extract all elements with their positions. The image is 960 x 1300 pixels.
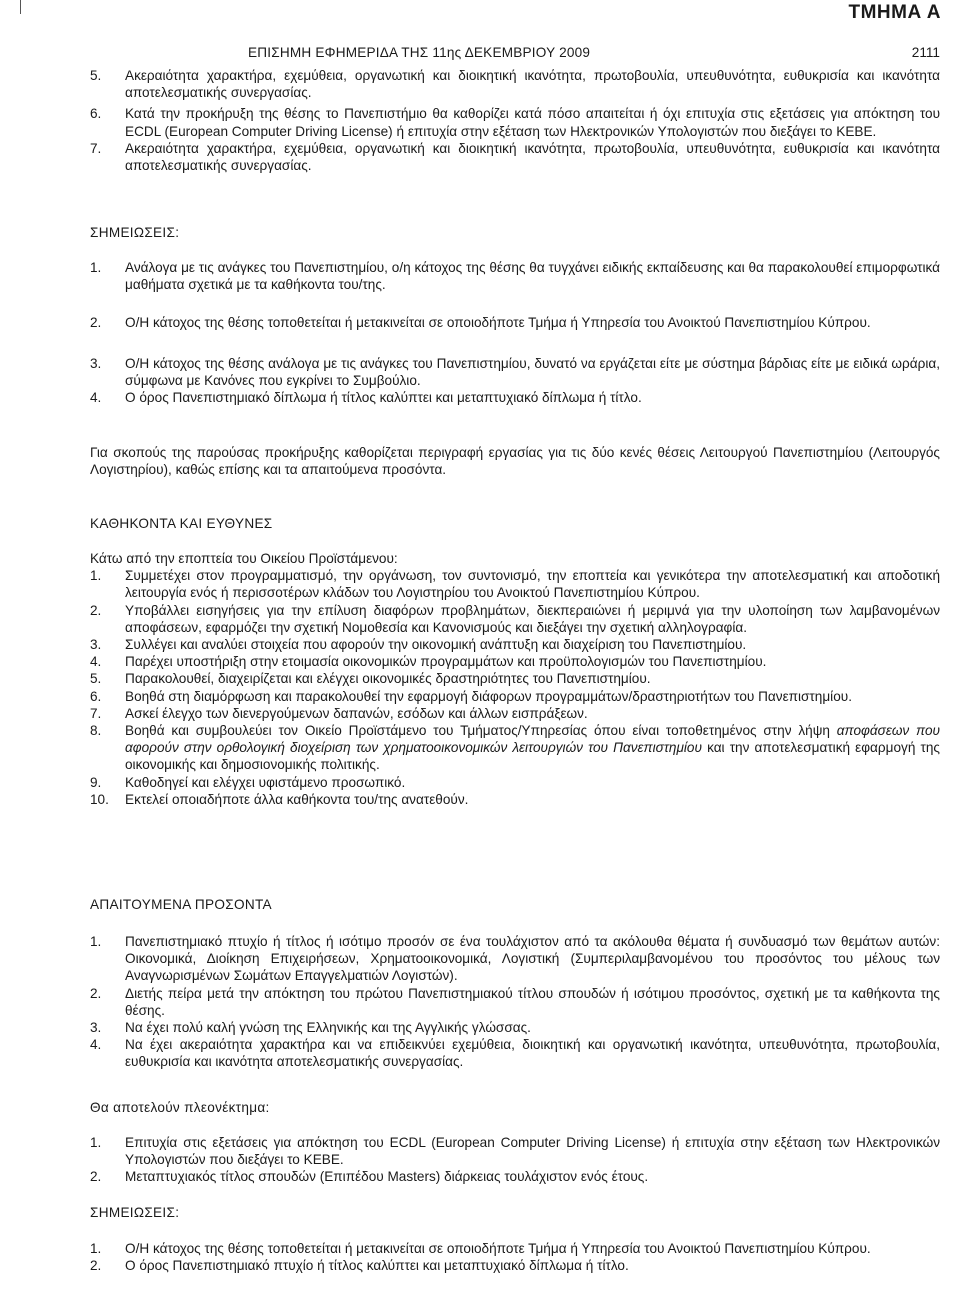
item-text: Καθοδηγεί και ελέγχει υφιστάμενο προσωπικό. <box>125 774 406 790</box>
list-item <box>90 774 940 791</box>
duties-lead: Κάτω από την εποπτεία του Οικείου Προϊστάμενου: <box>90 551 398 566</box>
item-text-part: και την αποτελεσματική εφαρμογή της οικονομικής και δημοσιονομικής πολιτικής. <box>125 740 940 773</box>
list-item <box>90 105 940 139</box>
duties-section <box>90 515 940 532</box>
section-heading: Θα αποτελούν πλεονέκτημα: <box>90 1100 270 1115</box>
item-text-part: Βοηθά και συμβουλεύει τον Οικείο Προϊστάμενο του Τμήματος/Υπηρεσίας όπου είναι τοποθετημένος στην λήψη <box>125 723 837 739</box>
item-number: 2. <box>90 1169 102 1185</box>
item-number: 2. <box>90 1258 102 1274</box>
item-text: Μεταπτυχιακός τίτλος σπουδών (Επιπέδου Masters) διάρκειας τουλάχιστον ενός έτους. <box>125 1169 649 1185</box>
item-number: 2. <box>90 315 102 331</box>
list-item <box>90 688 940 705</box>
item-number: 3. <box>90 1020 102 1036</box>
item-text: Ο όρος Πανεπιστημιακό δίπλωμα ή τίτλος καλύπτει και μεταπτυχιακό δίπλωμα ή τίτλο. <box>125 390 642 406</box>
item-text: Συμμετέχει στον προγραμματισμό, την οργάνωση, τον συντονισμό, την εποπτεία και γενικότερα την αποτελεσματική και αποδοτική λειτουργία ενός ή περισσοτέρων κλάδων του Λογιστηρίου του Ανοικτού Πανεπιστημίου Κύπρου. <box>125 568 940 601</box>
requirements-list <box>90 933 940 1071</box>
item-number: 7. <box>90 705 102 721</box>
item-number: 7. <box>90 140 102 156</box>
notes-section-2 <box>90 1204 940 1221</box>
list-item <box>90 1240 940 1257</box>
item-number: 8. <box>90 723 102 739</box>
intro-paragraph: Για σκοπούς της παρούσας προκήρυξης καθορίζεται περιγραφή εργασίας για τις δύο κενές θέσεις Λειτουργού Πανεπιστημίου (Λειτουργός Λογιστηρίου), καθώς επίσης και τα απαιτούμενα προσόντα. <box>90 445 940 478</box>
section-heading: ΚΑΘΗΚΟΝΤΑ ΚΑΙ ΕΥΘΥΝΕΣ <box>90 516 273 531</box>
item-number: 1. <box>90 568 102 584</box>
list-item <box>90 1168 940 1185</box>
item-number: 1. <box>90 1241 102 1256</box>
section-heading: ΑΠΑΙΤΟΥΜΕΝΑ ΠΡΟΣΟΝΤΑ <box>90 897 272 912</box>
item-number: 6. <box>90 106 102 122</box>
list-item <box>90 355 940 389</box>
item-number: 10. <box>90 791 109 807</box>
item-number: 3. <box>90 637 102 653</box>
item-text: Να έχει πολύ καλή γνώση της Ελληνικής και της Αγγλικής γλώσσας. <box>125 1020 531 1036</box>
list-item <box>90 1036 940 1070</box>
item-text: Ασκεί έλεγχο των διενεργούμενων δαπανών, εσόδων και άλλων εισπράξεων. <box>125 705 588 721</box>
advantages-section <box>90 1099 940 1116</box>
item-number: 4. <box>90 390 102 406</box>
item-text: Συλλέγει και αναλύει στοιχεία που αφορούν την οικονομική ανάπτυξη και διαχείριση του Πανεπιστημίου. <box>125 637 747 653</box>
item-number: 5. <box>90 68 102 83</box>
item-text: Επιτυχία στις εξετάσεις για απόκτηση του ECDL (European Computer Driving License) ή επιτυχία στην εξέταση των Ηλεκτρονικών Υπολογιστών που διεξάγει το ΚΕΒΕ. <box>125 1135 940 1168</box>
item-text-italic: αποφάσεων που αφορούν στην ορθολογική διοχείριση των χρηματοοικονομικών λειτουργιών του Πανεπιστημίου <box>125 723 940 756</box>
list-item <box>90 314 940 331</box>
item-text: Διετής πείρα μετά την απόκτηση του πρώτου Πανεπιστημιακού τίτλου σπουδών ή ισότιμου προσόντος, σχετική με τα καθήκοντα της θέσης. <box>125 985 940 1018</box>
list-item <box>90 567 940 601</box>
list-item <box>90 933 940 985</box>
list-item <box>90 705 940 722</box>
item-text: Ο όρος Πανεπιστημιακό πτυχίο ή τίτλος καλύπτει και μεταπτυχιακό δίπλωμα ή τίτλο. <box>125 1258 629 1274</box>
item-text: Εκτελεί οποιαδήποτε άλλα καθήκοντα του/της ανατεθούν. <box>125 791 469 807</box>
item-text: Να έχει ακεραιότητα χαρακτήρα και να επιδεικνύει εχεμύθεια, διοικητική και οργανωτική ικανότητα, υπευθυνότητα, πρωτοβουλία, ευθυκρισία και ικανότητα αποτελεσματικής συνεργασίας. <box>125 1037 940 1070</box>
item-text: Ο/Η κάτοχος της θέσης ανάλογα με τις ανάγκες του Πανεπιστημίου, δυνατό να εργάζεται είτε με σύστημα βάρδιας είτε με ειδικά ωράρια, σύμφωνα με Κανόνες που εγκρίνει το Συμβούλιο. <box>125 355 940 388</box>
list-item <box>90 670 940 687</box>
gazette-title: ΕΠΙΣΗΜΗ ΕΦΗΜΕΡΙΔΑ ΤΗΣ 11ης ΔΕΚΕΜΒΡΙΟΥ 2009 <box>248 45 591 60</box>
notes-heading: ΣΗΜΕΙΩΣΕΙΣ: <box>90 1205 180 1220</box>
item-number: 1. <box>90 1135 102 1150</box>
item-text: Ο/Η κάτοχος της θέσης τοποθετείται ή μετακινείται σε οποιοδήποτε Τμήμα ή Υπηρεσία του Ανοικτού Πανεπιστημίου Κύπρου. <box>125 1241 871 1256</box>
notes-list-1 <box>90 259 940 406</box>
item-text: Ανάλογα με τις ανάγκες του Πανεπιστημίου, ο/η κάτοχος της θέσης θα τυγχάνει ειδικής εκπαίδευσης και θα παρακολουθεί επιμορφωτικά μαθήματα σχετικά με τα καθήκοντα του/της. <box>125 260 940 293</box>
item-number: 2. <box>90 602 102 618</box>
list-item <box>90 653 940 670</box>
list-item <box>90 636 940 653</box>
list-item <box>90 602 940 636</box>
notes-list-2 <box>90 1240 940 1274</box>
item-number: 5. <box>90 671 102 687</box>
list-item <box>90 389 940 406</box>
list-item <box>90 1019 940 1036</box>
item-number: 4. <box>90 1037 102 1053</box>
list-item <box>90 1257 940 1274</box>
duties-list <box>90 550 940 808</box>
item-number: 3. <box>90 355 102 371</box>
page-number: 2111 <box>911 45 940 60</box>
section-tag: ΤΜΗΜΑ Α <box>848 2 941 23</box>
item-text: Πανεπιστημιακό πτυχίο ή τίτλος ή ισότιμο προσόν σε ένα τουλάχιστον από τα ακόλουθα θέματα ή συνδυασμό των θεμάτων αυτών: Οικονομικά, Διοίκηση Επιχειρήσεων, Χρηματοοικονομικά, Λογιστική (Συμπεριλαμβανομένου του προσόντος του μέλους των Αναγνωρισμένων Σωμάτων Επαγγελματιών Λογιστών). <box>125 934 940 984</box>
item-number: 1. <box>90 260 102 275</box>
notes-section-1 <box>90 224 940 241</box>
item-text: Υποβάλλει εισηγήσεις για την επίλυση διαφόρων προβλημάτων, διεκπεραιώνει ή μεριμνά για την υλοποίηση των λαμβανομένων αποφάσεων, εφαρμόζει την σχετική Νομοθεσία και Κανονισμούς και διεξάγει την σχετική αλληλογραφία. <box>125 602 940 635</box>
item-text: Ακεραιότητα χαρακτήρα, εχεμύθεια, οργανωτική και διοικητική ικανότητα, πρωτοβουλία, υπευθυνότητα, ευθυκρισία και ικανότητα αποτελεσματικής συνεργασίας. <box>125 140 940 174</box>
list-item <box>90 1134 940 1168</box>
list-item <box>90 791 940 808</box>
item-number: 9. <box>90 774 102 790</box>
item-number: 2. <box>90 985 102 1001</box>
item-text: Ακεραιότητα χαρακτήρα, εχεμύθεια, οργανωτική και διοικητική ικανότητα, πρωτοβουλία, υπευθυνότητα, ευθυκρισία και ικανότητα αποτελεσματικής συνεργασίας. <box>125 68 940 101</box>
item-number: 1. <box>90 934 102 949</box>
item-text: Κατά την προκήρυξη της θέσης το Πανεπιστήμιο θα καθορίζει κατά πόσο απαιτείται ή όχι επιτυχία στις εξετάσεις για απόκτηση του ECDL (European Computer Driving License) ή επιτυχία στην εξέταση των Ηλεκτρονικών Υπολογιστών που διεξάγει το ΚΕΒΕ. <box>125 106 940 139</box>
list-item <box>90 985 940 1019</box>
item-text: Βοηθά στη διαμόρφωση και παρακολουθεί την εφαρμογή διάφορων προγραμμάτων/δραστηριοτήτων του Πανεπιστημίου. <box>125 688 852 704</box>
list-item <box>90 259 940 293</box>
list-item <box>90 67 940 101</box>
requirements-section <box>90 896 940 913</box>
list-item <box>90 722 940 774</box>
item-text <box>125 722 940 774</box>
item-number: 4. <box>90 654 102 670</box>
item-number: 6. <box>90 688 102 704</box>
item-text: Παρακολουθεί, διαχειρίζεται και ελέγχει οικονομικές δραστηριότητες του Πανεπιστημίου. <box>125 671 651 687</box>
item-text: Ο/Η κάτοχος της θέσης τοποθετείται ή μετακινείται σε οποιοδήποτε Τμήμα ή Υπηρεσία του Ανοικτού Πανεπιστημίου Κύπρου. <box>125 315 871 331</box>
qualifications-continued <box>90 67 940 174</box>
item-text: Παρέχει υποστήριξη στην ετοιμασία οικονομικών προγραμμάτων και προϋπολογισμών του Πανεπιστημίου. <box>125 654 767 670</box>
notes-heading: ΣΗΜΕΙΩΣΕΙΣ: <box>90 225 180 240</box>
list-item <box>90 140 940 174</box>
margin-mark <box>20 0 21 14</box>
advantages-list <box>90 1134 940 1186</box>
